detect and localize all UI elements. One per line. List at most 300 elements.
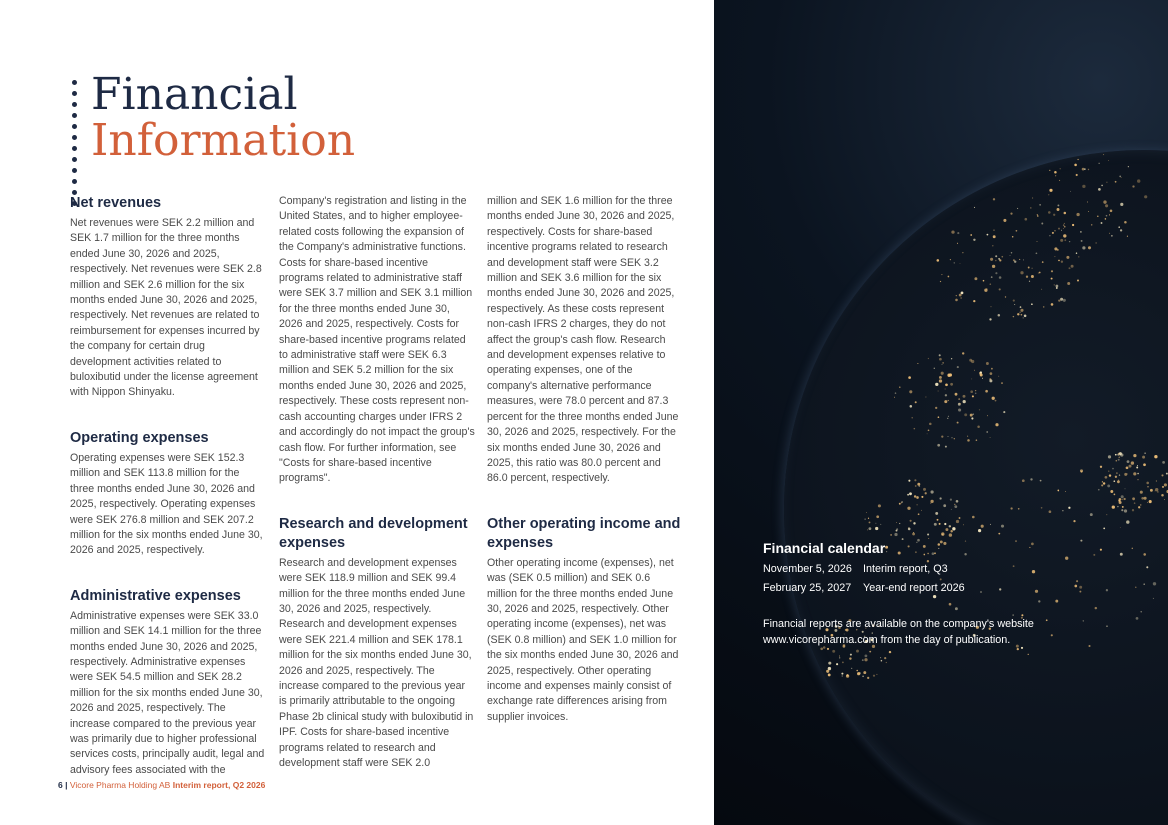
city-light-dot: [1012, 236, 1014, 238]
city-light-dot: [948, 400, 949, 401]
city-light-dot: [948, 436, 949, 437]
city-light-dot: [1058, 260, 1060, 262]
city-light-dot: [941, 372, 944, 375]
footer-report: Interim report, Q2 2026: [172, 780, 266, 790]
city-light-dot: [1162, 461, 1165, 464]
city-light-dot: [1164, 499, 1165, 500]
city-light-dot: [1038, 273, 1039, 274]
city-light-dot: [1017, 648, 1019, 650]
city-light-dot: [1021, 314, 1023, 316]
city-light-dot: [1143, 463, 1146, 466]
city-light-dot: [1116, 472, 1118, 474]
city-light-dot: [928, 429, 930, 431]
city-light-dot: [876, 515, 879, 518]
city-light-dot: [986, 362, 989, 365]
city-light-dot: [973, 239, 975, 241]
city-light-dot: [827, 648, 829, 650]
city-light-dot: [828, 662, 831, 665]
city-light-dot: [944, 400, 947, 403]
city-light-dot: [1031, 268, 1032, 269]
city-light-dot: [942, 364, 943, 365]
city-light-dot: [931, 490, 934, 493]
calendar-event: Year-end report 2026: [863, 582, 965, 594]
city-light-dot: [1114, 494, 1116, 496]
heading-net-revenues: Net revenues: [70, 195, 162, 211]
city-light-dot: [880, 657, 881, 658]
city-light-dot: [862, 675, 864, 677]
city-light-dot: [876, 674, 877, 675]
calendar-event: Interim report, Q3: [863, 563, 948, 575]
calendar-heading: Financial calendar: [763, 540, 886, 556]
city-light-dot: [1041, 223, 1043, 225]
city-light-dot: [1070, 191, 1071, 192]
city-light-dot: [1156, 480, 1157, 481]
city-light-dot: [1153, 598, 1154, 599]
city-light-dot: [1101, 222, 1103, 224]
city-light-dot: [1132, 185, 1134, 187]
city-light-dot: [935, 383, 938, 386]
city-light-dot: [1043, 306, 1045, 308]
city-light-dot: [1108, 160, 1109, 161]
city-light-dot: [1141, 497, 1144, 500]
city-light-dot: [884, 657, 886, 659]
city-light-dot: [867, 529, 868, 530]
city-light-dot: [1133, 454, 1136, 457]
city-light-dot: [990, 283, 992, 285]
city-light-dot: [957, 422, 959, 424]
city-light-dot: [886, 662, 887, 663]
city-light-dot: [878, 504, 881, 507]
city-light-dot: [1001, 525, 1004, 528]
city-light-dot: [1154, 455, 1157, 458]
city-light-dot: [1061, 261, 1063, 263]
city-light-dot: [918, 513, 920, 515]
city-light-dot: [917, 483, 920, 486]
city-light-dot: [935, 407, 937, 409]
city-light-dot: [1110, 490, 1113, 493]
city-light-dot: [1039, 272, 1041, 274]
city-light-dot: [846, 674, 849, 677]
city-light-dot: [961, 292, 964, 295]
body-net-revenues: Net revenues were SEK 2.2 million and SEK 1.7 million for the three months ended June 30, 2026 and 2025, respectively. Net revenues were SEK 2.8 million and SEK 2.6 million for the six months ended June 30, 2026 and 2025, respectively. Net revenues are related to reimbursement for expenses incurred by the company for certain drug development activities related to buloxibutid under the license agreement with Nippon Shinyaku.: [70, 217, 262, 399]
city-light-dot: [1108, 471, 1109, 472]
city-light-dot: [862, 659, 864, 661]
city-light-dot: [1108, 455, 1111, 458]
city-light-dot: [939, 497, 941, 499]
city-light-dot: [1109, 233, 1110, 234]
city-light-dot: [849, 657, 851, 659]
city-light-dot: [1136, 467, 1138, 469]
city-light-dot: [1082, 246, 1085, 249]
city-light-dot: [1115, 181, 1117, 183]
city-light-dot: [1048, 211, 1051, 214]
city-light-dot: [908, 376, 911, 379]
city-light-dot: [1118, 500, 1120, 502]
city-light-dot: [915, 401, 917, 403]
city-light-dot: [914, 495, 916, 497]
city-light-dot: [1140, 491, 1143, 494]
city-light-dot: [970, 414, 973, 417]
city-light-dot: [1066, 256, 1069, 259]
city-light-dot: [990, 524, 991, 525]
city-light-dot: [880, 524, 881, 525]
city-light-dot: [990, 372, 993, 375]
city-light-dot: [836, 663, 838, 665]
city-light-dot: [934, 523, 937, 526]
city-light-dot: [1093, 554, 1095, 556]
city-light-dot: [945, 394, 947, 396]
city-light-dot: [947, 374, 950, 377]
city-light-dot: [983, 280, 985, 282]
city-light-dot: [967, 436, 968, 437]
city-light-dot: [980, 374, 983, 377]
city-light-dot: [851, 668, 852, 669]
city-light-dot: [998, 314, 1001, 317]
city-light-dot: [992, 245, 993, 246]
city-light-dot: [1083, 620, 1084, 621]
city-light-dot: [1059, 180, 1060, 181]
city-light-dot: [913, 522, 915, 524]
city-light-dot: [865, 655, 868, 658]
city-light-dot: [1135, 587, 1136, 588]
city-light-dot: [873, 675, 875, 677]
city-light-dot: [929, 423, 932, 426]
city-light-dot: [921, 510, 922, 511]
city-light-dot: [1126, 466, 1129, 469]
city-light-dot: [1127, 473, 1128, 474]
city-light-dot: [1162, 486, 1164, 488]
city-light-dot: [987, 415, 988, 416]
city-light-dot: [982, 378, 983, 379]
city-light-dot: [828, 673, 831, 676]
city-light-dot: [899, 523, 900, 524]
city-light-dot: [1137, 179, 1140, 182]
city-light-dot: [1051, 278, 1053, 280]
city-light-dot: [984, 289, 987, 292]
title-line-2: Information: [91, 115, 356, 166]
city-light-dot: [1084, 168, 1085, 169]
city-light-dot: [1081, 240, 1083, 242]
city-light-dot: [1060, 168, 1061, 169]
city-light-dot: [832, 650, 835, 653]
city-light-dot: [1147, 486, 1148, 487]
city-light-dot: [950, 259, 951, 260]
city-light-dot: [1069, 267, 1071, 269]
city-light-dot: [901, 502, 902, 503]
column-3: [487, 194, 683, 725]
city-light-dot: [1049, 510, 1052, 513]
city-light-dot: [1003, 411, 1005, 413]
city-light-dot: [1057, 490, 1059, 492]
city-light-dot: [954, 505, 957, 508]
city-light-dot: [951, 358, 952, 359]
city-light-dot: [1132, 497, 1135, 500]
city-light-dot: [970, 234, 972, 236]
city-light-dot: [910, 520, 912, 522]
city-light-dot: [1120, 553, 1123, 556]
city-light-dot: [1079, 586, 1082, 589]
city-light-dot: [1020, 309, 1023, 312]
city-light-dot: [1128, 465, 1131, 468]
city-light-dot: [1127, 460, 1130, 463]
city-light-dot: [1014, 304, 1015, 305]
city-light-dot: [908, 528, 911, 531]
city-light-dot: [927, 433, 928, 434]
city-light-dot: [925, 492, 927, 494]
city-light-dot: [1079, 591, 1081, 593]
city-light-dot: [1117, 454, 1118, 455]
city-light-dot: [1028, 267, 1030, 269]
city-light-dot: [1118, 459, 1120, 461]
city-light-dot: [1060, 298, 1063, 301]
city-light-dot: [985, 390, 988, 393]
city-light-dot: [956, 500, 959, 503]
city-light-dot: [914, 479, 916, 481]
city-light-dot: [899, 503, 901, 505]
city-light-dot: [907, 507, 910, 510]
city-light-dot: [939, 379, 942, 382]
city-light-dot: [947, 418, 948, 419]
city-light-dot: [941, 532, 944, 535]
city-light-dot: [949, 533, 952, 536]
city-light-dot: [1110, 210, 1113, 213]
city-light-dot: [989, 318, 991, 320]
city-light-dot: [841, 673, 843, 675]
city-light-dot: [999, 276, 1002, 279]
city-light-dot: [1119, 455, 1120, 456]
city-light-dot: [1080, 469, 1083, 472]
city-light-dot: [1049, 235, 1050, 236]
city-light-dot: [1119, 452, 1122, 455]
city-light-dot: [1029, 281, 1030, 282]
city-light-dot: [1052, 232, 1054, 234]
city-light-dot: [963, 524, 964, 525]
city-light-dot: [1080, 231, 1082, 233]
city-light-dot: [1127, 236, 1128, 237]
city-light-dot: [1099, 163, 1100, 164]
city-light-dot: [937, 444, 940, 447]
city-light-dot: [1131, 461, 1134, 464]
city-light-dot: [1057, 204, 1059, 206]
city-light-dot: [1091, 224, 1092, 225]
city-light-dot: [975, 390, 976, 391]
city-light-dot: [1120, 229, 1122, 231]
city-light-dot: [1144, 195, 1147, 198]
column-2: [279, 194, 475, 771]
city-light-dot: [1146, 566, 1148, 568]
city-light-dot: [1040, 480, 1042, 482]
city-light-dot: [990, 258, 993, 261]
city-light-dot: [1080, 540, 1082, 542]
footer-company: Vicore Pharma Holding AB: [69, 780, 171, 790]
decorative-dots: [72, 80, 78, 212]
city-light-dot: [1100, 549, 1102, 551]
city-light-dot: [864, 658, 867, 661]
city-light-dot: [1063, 234, 1066, 237]
city-light-dot: [963, 395, 966, 398]
city-light-dot: [1105, 476, 1108, 479]
city-light-dot: [1077, 280, 1079, 282]
city-light-dot: [1118, 480, 1119, 481]
city-light-dot: [1121, 509, 1123, 511]
city-light-dot: [1063, 299, 1066, 302]
financial-calendar: [763, 539, 1063, 648]
city-light-dot: [1017, 313, 1019, 315]
city-light-dot: [1100, 466, 1102, 468]
city-light-dot: [1063, 224, 1065, 226]
city-light-dot: [989, 379, 992, 382]
city-light-dot: [980, 371, 982, 373]
city-light-dot: [974, 370, 975, 371]
city-light-dot: [1010, 255, 1011, 256]
city-light-dot: [1155, 488, 1158, 491]
city-light-dot: [995, 255, 997, 257]
city-light-dot: [992, 265, 995, 268]
city-light-dot: [1036, 252, 1038, 254]
city-light-dot: [842, 675, 843, 676]
city-light-dot: [1105, 218, 1107, 220]
city-light-dot: [1121, 177, 1122, 178]
city-light-dot: [1124, 221, 1127, 224]
city-light-dot: [839, 657, 840, 658]
city-light-dot: [1119, 176, 1121, 178]
city-light-dot: [1106, 626, 1107, 627]
city-light-dot: [955, 393, 958, 396]
city-light-dot: [987, 234, 989, 236]
city-light-dot: [907, 494, 909, 496]
city-light-dot: [921, 496, 923, 498]
city-light-dot: [972, 413, 974, 415]
city-light-dot: [939, 523, 941, 525]
city-light-dot: [1076, 252, 1077, 253]
city-light-dot: [1140, 504, 1142, 506]
city-light-dot: [1144, 453, 1145, 454]
city-light-dot: [850, 654, 852, 656]
city-light-dot: [909, 390, 912, 393]
city-light-dot: [928, 358, 929, 359]
city-light-dot: [1074, 585, 1077, 588]
city-light-dot: [958, 408, 961, 411]
city-light-dot: [1074, 164, 1077, 167]
calendar-date: November 5, 2026: [763, 563, 852, 575]
city-light-dot: [993, 229, 994, 230]
city-light-dot: [1067, 282, 1070, 285]
city-light-dot: [1064, 223, 1065, 224]
city-light-dot: [1069, 241, 1070, 242]
city-light-dot: [857, 672, 860, 675]
city-light-dot: [1013, 300, 1015, 302]
city-light-dot: [868, 527, 871, 530]
city-light-dot: [957, 243, 958, 244]
city-light-dot: [1030, 207, 1032, 209]
city-light-dot: [937, 259, 940, 262]
city-light-dot: [1051, 303, 1054, 306]
city-light-dot: [1082, 168, 1085, 171]
city-light-dot: [963, 400, 966, 403]
city-light-dot: [998, 533, 1000, 535]
city-light-dot: [948, 276, 950, 278]
city-light-dot: [839, 656, 840, 657]
body-operating-expenses: Operating expenses were SEK 152.3 million and SEK 113.8 million for the three months ended June 30, 2026 and 2025, respectively. Operating expenses were SEK 276.8 million and SEK 207.2 million for the six months ended June 30, 2026 and 2025, respectively.: [70, 451, 263, 557]
city-light-dot: [935, 512, 938, 515]
page-footer: [58, 780, 265, 790]
city-light-dot: [1143, 583, 1145, 585]
body-rd-expenses: Research and development expenses were SEK 118.9 million and SEK 99.4 million for the three months ended June 30, 2026 and 2025, respectively. Research and development expenses were SEK 221.4 million and SEK 178.1 million for the six months ended June 30, 2026 and 2025, respectively. The increase compared to the previous year is primarily attributable to the ongoing Phase 2b clinical study with buloxibutid in IPF. Costs for share-based incentive programs related to research and development staff were SEK 2.0: [279, 556, 474, 769]
city-light-dot: [1088, 169, 1089, 170]
city-light-dot: [939, 358, 942, 361]
city-light-dot: [945, 446, 947, 448]
city-light-dot: [1037, 214, 1038, 215]
city-light-dot: [942, 362, 943, 363]
city-light-dot: [1137, 479, 1138, 480]
column-1: [70, 194, 266, 778]
city-light-dot: [1098, 188, 1101, 191]
city-light-dot: [1115, 476, 1117, 478]
city-light-dot: [959, 294, 962, 297]
city-light-dot: [899, 386, 900, 387]
city-light-dot: [1122, 506, 1124, 508]
city-light-dot: [1042, 261, 1044, 263]
city-light-dot: [1124, 509, 1127, 512]
city-light-dot: [976, 439, 978, 441]
city-light-dot: [1119, 457, 1120, 458]
city-light-dot: [1031, 303, 1033, 305]
city-light-dot: [986, 431, 988, 433]
city-light-dot: [948, 416, 949, 417]
city-light-dot: [943, 504, 946, 507]
city-light-dot: [1115, 454, 1117, 456]
city-light-dot: [1005, 296, 1006, 297]
city-light-dot: [912, 533, 915, 536]
city-light-dot: [894, 533, 897, 536]
city-light-dot: [939, 376, 942, 379]
city-light-dot: [1147, 502, 1148, 503]
city-light-dot: [941, 435, 943, 437]
city-light-dot: [971, 378, 972, 379]
city-light-dot: [1028, 654, 1029, 655]
city-light-dot: [1026, 276, 1028, 278]
city-light-dot: [1103, 482, 1105, 484]
city-light-dot: [1106, 589, 1108, 591]
city-light-dot: [916, 496, 919, 499]
city-light-dot: [1037, 215, 1039, 217]
city-light-dot: [863, 671, 866, 674]
city-light-dot: [1146, 482, 1149, 485]
city-light-dot: [971, 360, 974, 363]
city-light-dot: [973, 300, 975, 302]
city-light-dot: [1121, 495, 1124, 498]
city-light-dot: [1137, 465, 1138, 466]
city-light-dot: [1065, 491, 1066, 492]
city-light-dot: [1134, 502, 1136, 504]
city-light-dot: [941, 274, 942, 275]
city-light-dot: [1082, 185, 1085, 188]
city-light-dot: [1061, 230, 1062, 231]
city-light-dot: [1120, 527, 1121, 528]
city-light-dot: [1063, 228, 1064, 229]
city-light-dot: [959, 517, 961, 519]
city-light-dot: [974, 207, 975, 208]
city-light-dot: [1111, 235, 1112, 236]
city-light-dot: [889, 651, 891, 653]
body-admin-continued: Company's registration and listing in the United States, and to higher employee-related costs following the expansion of the Company's administrative functions. Costs for share-based incentive programs related to administrative staff were SEK 3.7 million and SEK 3.1 million for the three months ended June 30, 2026 and 2025, respectively. Costs for share-based incentive programs related to administrative staff were SEK 6.3 million and SEK 5.2 million for the six months ended June 30, 2026 and 2025, respectively. These costs represent non-cash accounting charges under IFRS 2 and accordingly do not impact the group's cash flow. For further information, see "Costs for share-based incentive programs".: [279, 195, 475, 485]
city-light-dot: [995, 400, 997, 402]
city-light-dot: [1060, 239, 1063, 242]
city-light-dot: [950, 526, 951, 527]
city-light-dot: [1010, 213, 1012, 215]
city-light-dot: [1103, 528, 1105, 530]
city-light-dot: [1161, 494, 1164, 497]
